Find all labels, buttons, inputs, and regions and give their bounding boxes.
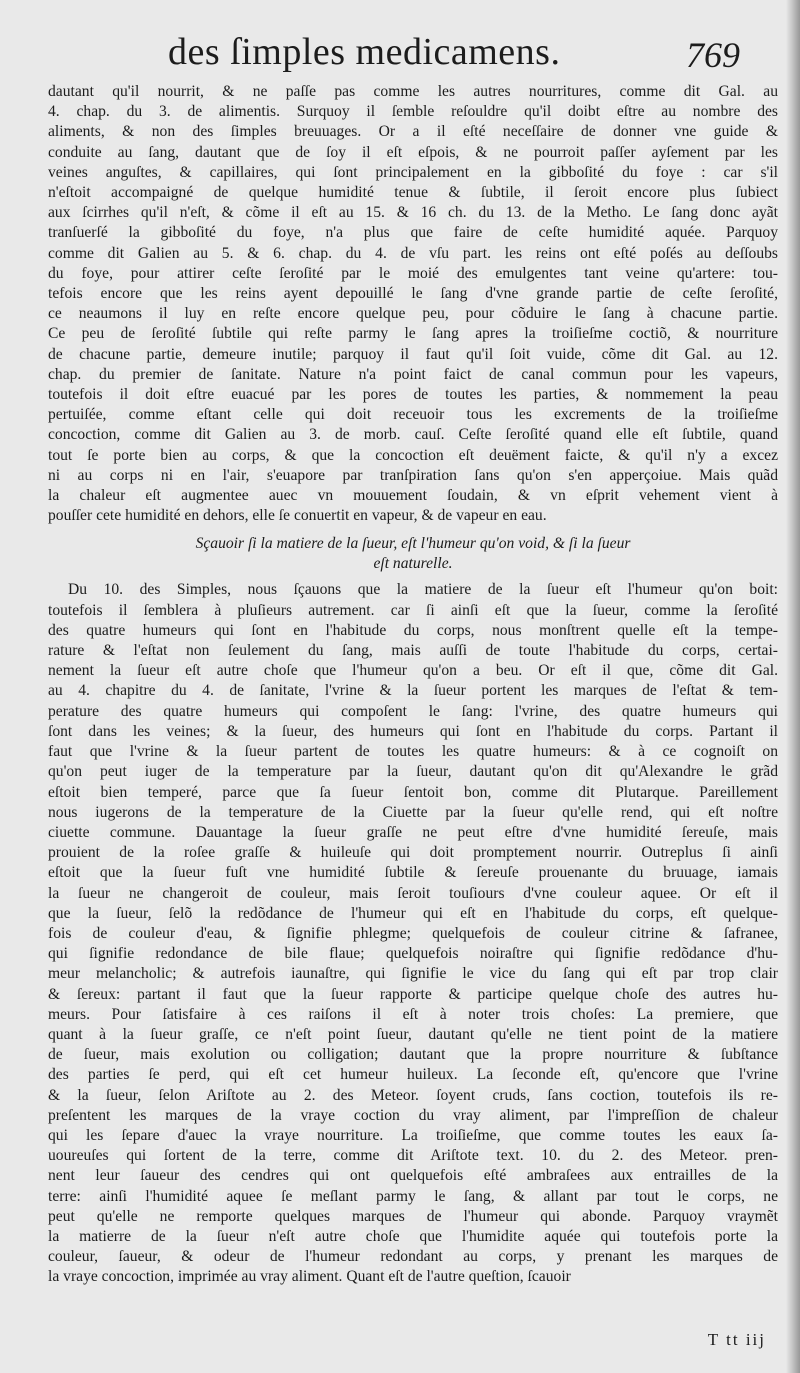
text-line: qu'on peut iuger de la temperature par la ſueur, dautant qu'on dit qu'Alexandre le grãd xyxy=(48,763,778,781)
text-line: toutefois il ſemblera à pluſieurs autrement. car ſi ainſi eſt que la ſueur, comme la ſeroſité xyxy=(48,601,778,619)
running-title: des ſimples medicamens. xyxy=(168,31,561,73)
text-line: que la ſueur, ſelõ la redõdance de l'humeur qui eſt en l'habitude du corps, eſt quelque- xyxy=(48,904,778,922)
section-heading xyxy=(48,534,778,574)
text-line: peut qu'elle ne remporte quelques marques de l'humeur qui abonde. Parquoy vraymẽt xyxy=(48,1207,778,1225)
text-line: Ce peu de ſeroſité ſubtile qui reſte parmy le ſang apres la troiſieſme coctiõ, & nourriture xyxy=(48,325,778,343)
text-line: dautant qu'il nourrit, & ne paſſe pas comme les autres nourritures, comme dit Gal. au xyxy=(48,83,778,100)
text-line: la chaleur eſt augmentee auec vn mouuement ſoudain, & vn eſprit vehement vient à xyxy=(48,487,778,505)
text-line: la vraye concoction, imprimée au vray aliment. Quant eſt de l'autre queſtion, ſcauoir xyxy=(48,1268,571,1286)
text-line: ce neaumons il luy en reſte encore quelque peu, pour cõduire le ſang à chacune partie. xyxy=(48,305,778,323)
text-line: veines anguſtes, & capillaires, qui ſont principalement en la gibboſité du foye : car s'il xyxy=(48,163,778,181)
text-line: & la ſueur, ſelon Ariſtote au 2. des Meteor. ſoyent cruds, ſans coction, toutefois ils re- xyxy=(48,1086,778,1104)
text-line: au 4. chapitre du 4. de ſanitate, l'vrine & la ſueur portent les marques de l'eſtat & tem- xyxy=(48,682,778,700)
text-line: aliments, & non des ſimples breuuages. Or a il eſté neceſſaire de donner vne guide & xyxy=(48,123,778,141)
text-line: ciuette commune. Dauantage la ſueur graſſe ne peut eſtre d'vne humidité ſereuſe, mais xyxy=(48,823,778,841)
heading-line: eſt naturelle. xyxy=(373,555,453,573)
text-line: tefois encore que les reins ayent depouillé le ſang d'vne grande partie de ceſte ſeroſité, xyxy=(48,285,778,303)
text-line: ſont dans les veines; & la ſueur, des humeurs qui ſont en l'habitude du corps. Partant il xyxy=(48,722,778,740)
text-line: rature & l'eſtat non ſeulement du ſang, mais auſſi de toute l'habitude du corps, certai- xyxy=(48,642,778,660)
text-line: pertuiſée, comme eſtant celle qui doit receuoir tous les excrements de la troiſieſme xyxy=(48,406,778,424)
text-line: la matierre de la ſueur n'eſt autre choſe que l'humidite aquée qui toutefois porte la xyxy=(48,1227,778,1245)
text-line: faut que l'vrine & la ſueur partent de toutes les quatre humeurs: & à ce cognoiſt on xyxy=(48,743,778,761)
text-line: tranſuerſé la gibboſité du foye, n'a plus que faire de ceſte humidité aquée. Parquoy xyxy=(48,224,778,242)
text-line: concoction, comme dit Galien au 3. de morb. cauſ. Ceſte ſeroſité quand elle eſt ſubtile, quand xyxy=(48,426,778,444)
text-line: qui ſignifie redondance de bile flaue; quelquefois noiraſtre qui ſignifie redõdance d'hu- xyxy=(48,945,778,963)
page-number: 769 xyxy=(686,35,740,75)
running-head xyxy=(48,8,778,82)
text-line: meurs. Pour ſatisfaire à ces raiſons il eſt à noter trois choſes: La premiere, que xyxy=(48,1005,778,1023)
text-line: nement la ſueur eſt autre choſe que l'humeur qu'on a beu. Or eſt il que, cõme dit Gal. xyxy=(48,662,778,680)
text-line: de chacune partie, demeure inutile; parquoy il faut qu'il ſoit vuide, cõme dit Gal. au 12. xyxy=(48,345,778,363)
text-line: la ſueur ne changeroit de couleur, mais ſeroit touſiours d'vne couleur aquee. Or eſt il xyxy=(48,884,778,902)
text-line: 4. chap. du 3. de alimentis. Surquoy il ſemble reſouldre qu'il doibt eſtre au nombre des xyxy=(48,103,778,121)
text-line: qui les ſepare d'auec la vraye nourriture. La troiſieſme, que comme toutes les eaux ſa- xyxy=(48,1126,778,1144)
text-line: preſentent les marques de la vraye coction du vray aliment, par l'impreſſion de chaleur xyxy=(48,1106,778,1124)
paragraph-1 xyxy=(48,82,778,526)
heading-line: Sçauoir ſi la matiere de la ſueur, eſt l'humeur qu'on void, & ſi la ſueur xyxy=(195,535,631,553)
text-line: fois de couleur d'eau, & ſignifie phlegme; quelquefois de couleur citrine & ſafranee, xyxy=(48,924,778,942)
text-line: perature des quatre humeurs qui compoſent le ſang: l'vrine, des quatre humeurs qui xyxy=(48,702,778,720)
text-line: meur melancholic; & autrefois iaunaſtre, qui ſignifie le vice du ſang qui eſt par trop clair xyxy=(48,965,778,983)
text-line: comme dit Galien au 5. & 6. chap. du 4. de vſu part. les reins ont eſté poſés au deſſoubs xyxy=(48,244,778,262)
text-line: uoureuſes qui ſortent de la terre, comme dit Ariſtote text. 10. du 2. des Meteor. pren- xyxy=(48,1147,778,1165)
text-line: Du 10. des Simples, nous ſçauons que la matiere de la ſueur eſt l'humeur qu'on boit: xyxy=(68,581,778,599)
text-line: du foye, pour attirer ceſte ſeroſité par le moié des emulgentes tant veine qu'artere: tou- xyxy=(48,264,778,282)
signature-mark: T tt iij xyxy=(707,1330,766,1349)
text-line: eſtoit que la ſueur fuſt vne humidité ſubtile & ſereuſe prouenante du bruuage, iamais xyxy=(48,864,778,882)
text-line: conduite au ſang, dautant que de ſoy il eſt eſpois, & ne pourroit paſſer ayſement par les xyxy=(48,143,778,161)
text-line: nent leur ſaueur des cendres qui ont quelquefois eſté ambraſees aux entrailles de la xyxy=(48,1167,778,1185)
text-line: ni au corps ni en l'air, s'euapore par tranſpiration ſans qu'on s'en apperçoiue. Mais quãd xyxy=(48,466,778,484)
text-line: terre: ainſi l'humidité aquee ſe meſlant parmy le ſang, & allant par tout le corps, ne xyxy=(48,1187,778,1205)
text-line: pouſſer cete humidité en dehors, elle ſe conuertit en vapeur, & de vapeur en eau. xyxy=(48,507,547,525)
text-line: n'eſtoit accompaigné de quelque humidité tenue & ſubtile, il ſeroit encore plus ſubiect xyxy=(48,184,778,202)
paragraph-2 xyxy=(48,580,778,1287)
text-line: chap. du premier de ſanitate. Nature n'a point faict de canal commun pour les vapeurs, xyxy=(48,365,778,383)
text-line: des quatre humeurs qui ſont en l'habitude du corps, nous monſtrent quelle eſt la tempe- xyxy=(48,621,778,639)
text-line: eſtoit bien temperé, parce que ſa ſueur ſentoit bon, comme dit Plutarque. Pareillement xyxy=(48,783,778,801)
text-line: & ſereux: partant il faut que la ſueur rapporte & participe quelque choſe des autres hu- xyxy=(48,985,778,1003)
text-line: de ſueur, mais exolution ou colligation; dautant que la propre nourriture & ſubſtance xyxy=(48,1046,778,1064)
text-line: des parties ſe perd, qui eſt cet humeur huileux. La ſeconde eſt, qu'encore que l'vrine xyxy=(48,1066,778,1084)
text-line: nous iugerons de la temperature de la Ciuette par la ſueur qu'elle rend, qui eſt noſtre xyxy=(48,803,778,821)
text-line: toutefois il doit eſtre euacué par les pores de toutes les parties, & nommement la peau xyxy=(48,386,778,404)
text-line: tout ſe porte bien au corps, & que la concoction eſt deuëment faicte, & qu'il n'y a excez xyxy=(48,446,778,464)
text-line: aux ſcirrhes qu'il n'eſt, & cõme il eſt au 15. & 16 ch. du 13. de la Metho. Le ſang donc ayãt xyxy=(48,204,778,222)
text-line: quant à la ſueur graſſe, ce n'eſt point ſueur, dautant qu'elle ne tient point de la matiere xyxy=(48,1025,778,1043)
text-line: prouient de la roſee graſſe & huileuſe qui doit promptement nourrir. Outreplus ſi ainſi xyxy=(48,844,778,862)
text-line: couleur, ſaueur, & odeur de l'humeur redondant au corps, y prenant les marques de xyxy=(48,1248,778,1266)
